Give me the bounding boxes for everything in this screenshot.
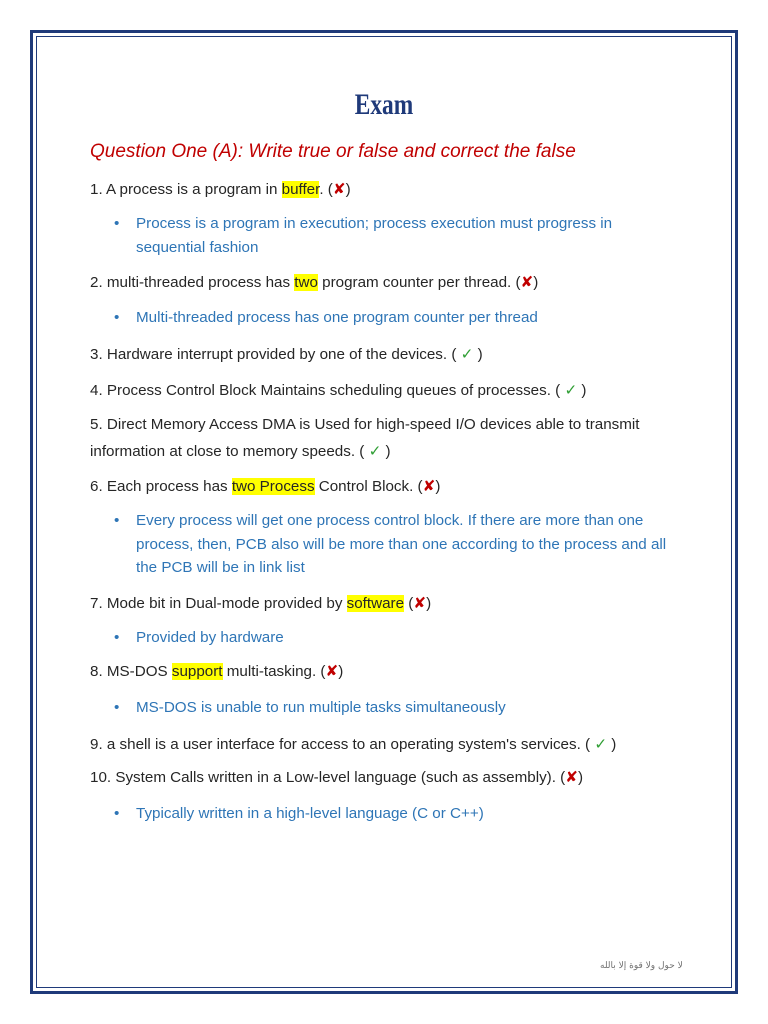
cross-mark-icon: ✘ [422,478,436,495]
highlight: support [171,663,223,680]
question-7 [90,594,431,612]
question-1-text-after: . ( [319,181,333,198]
question-9 [90,735,616,753]
question-10-text: 10. System Calls written in a Low-level language (such as assembly). ( [90,769,566,786]
correction-8: • MS-DOS is unable to run multiple tasks simultaneously [136,696,636,720]
question-4-text: 4. Process Control Block Maintains scheduling queues of processes. ( [90,382,565,399]
page-title: Exam [354,88,414,121]
cross-mark-icon: ✘ [325,663,339,680]
question-7-text: 7. Mode bit in Dual-mode provided by [90,595,347,612]
question-3 [90,345,483,363]
footer-arabic-text: لا حول ولا قوة إلا بالله [600,961,683,971]
highlight: two [294,274,318,291]
paren-close: ) [607,736,617,753]
question-9-text: 9. a shell is a user interface for access to an operating system's services. ( [90,736,595,753]
correction-2: • Multi-threaded process has one program counter per thread [136,306,676,330]
cross-mark-icon: ✘ [520,274,534,291]
question-8 [90,662,343,680]
question-8-text-after: multi-tasking. ( [222,663,326,680]
question-4 [90,381,586,399]
question-10 [90,768,583,786]
check-mark-icon: ✓ [460,346,474,363]
check-mark-icon: ✓ [564,382,578,399]
question-5-line-2 [90,442,391,460]
highlight: buffer [281,181,320,198]
highlight: two Process [231,478,315,495]
paren-close: ) [577,769,584,786]
check-mark-icon: ✓ [594,736,608,753]
paren-close: ) [435,478,441,495]
paren-close: ) [426,595,432,612]
question-3-text: 3. Hardware interrupt provided by one of the devices. ( [90,346,461,363]
cross-mark-icon: ✘ [332,181,346,198]
paren-close: ) [381,443,391,460]
cross-mark-icon: ✘ [565,769,578,786]
question-heading: Question One (A): Write true or false and correct the false [90,141,576,162]
correction-6: • Every process will get one process control block. If there are more than one process, then, PCB also will be more than one according to the process and all the PCB will be in link list [136,509,681,580]
check-mark-icon: ✓ [368,443,382,460]
paren-close: ) [577,382,587,399]
question-5-line-1: 5. Direct Memory Access DMA is Used for high-speed I/O devices able to transmit [90,416,640,433]
paren-close: ) [345,181,351,198]
question-8-text: 8. MS-DOS [90,663,172,680]
cross-mark-icon: ✘ [413,595,427,612]
highlight: software [346,595,405,612]
question-2-text-after: program counter per thread. ( [317,274,521,291]
question-2-text: 2. multi-threaded process has [90,274,295,291]
question-6 [90,477,440,495]
question-1 [90,180,351,198]
paren-close: ) [473,346,483,363]
correction-1: • Process is a program in execution; process execution must progress in sequential fashion [136,212,656,259]
paren-close: ) [533,274,539,291]
question-6-text: 6. Each process has [90,478,232,495]
correction-10: • Typically written in a high-level language (C or C++) [136,802,636,826]
question-5-text: information at close to memory speeds. ( [90,443,369,460]
question-7-text-after: ( [404,595,414,612]
paren-close: ) [338,663,344,680]
question-1-text: 1. A process is a program in [90,181,282,198]
correction-7: • Provided by hardware [136,626,536,650]
question-6-text-after: Control Block. ( [314,478,423,495]
question-2 [90,273,538,291]
